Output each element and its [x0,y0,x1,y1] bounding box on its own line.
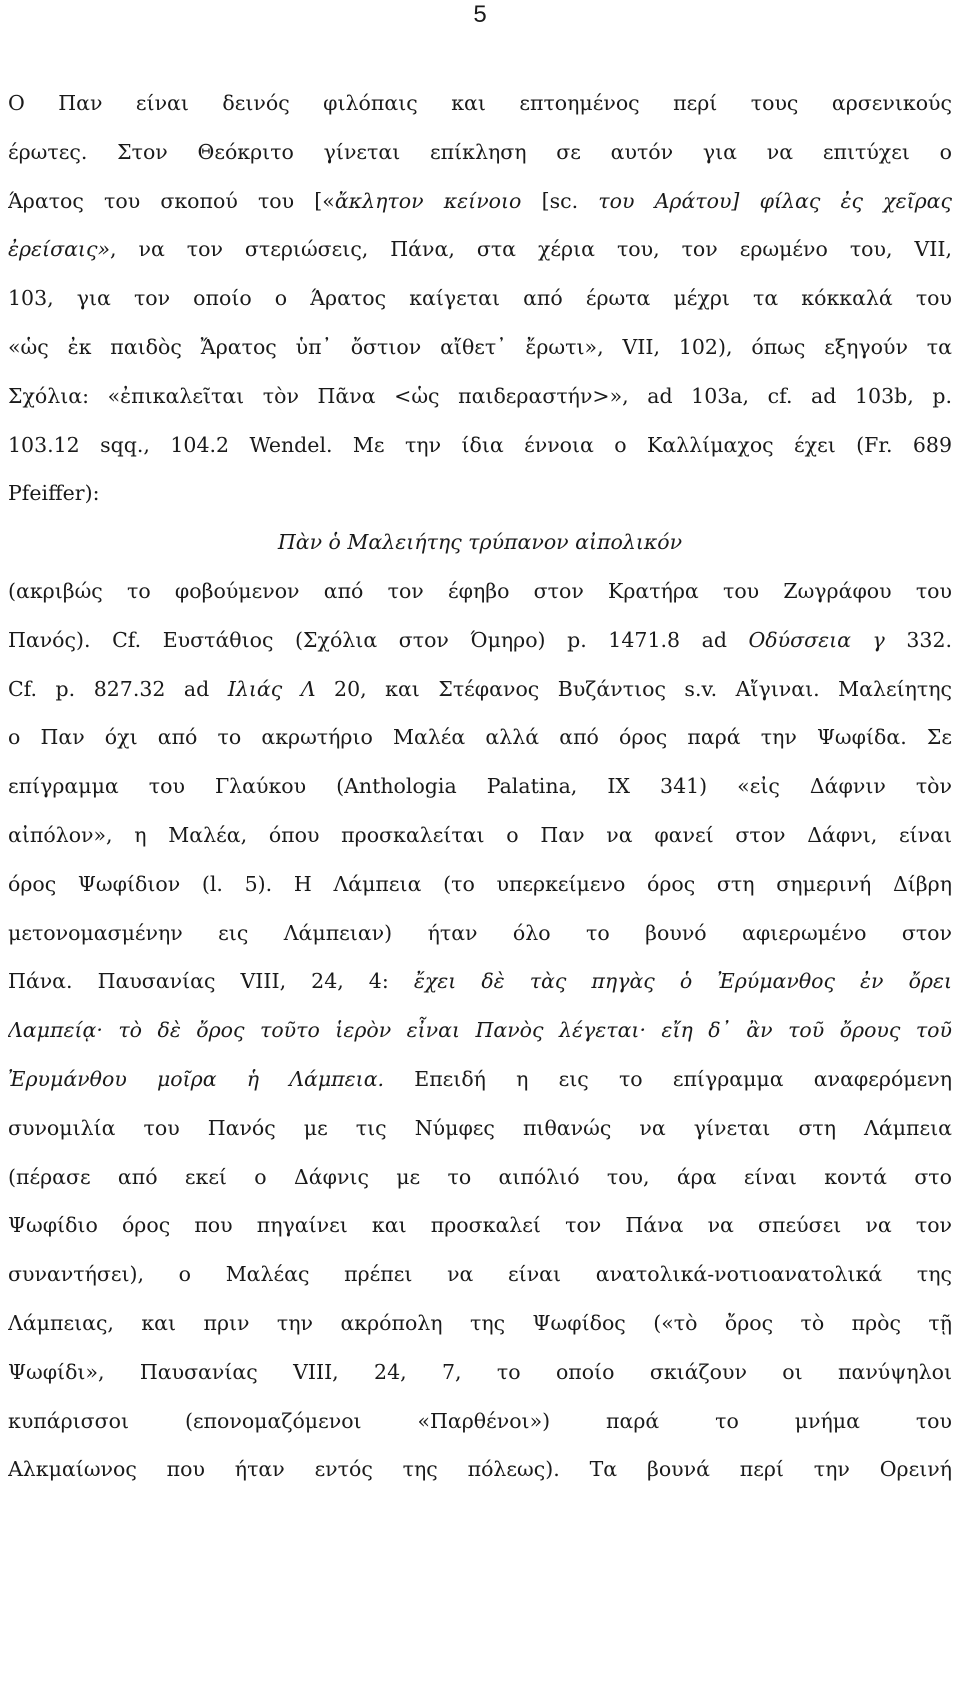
text-line-22: συνομιλία του Πανός με τις Νύμφες πιθανώς να γίνεται στη Λάμπεια [8,1115,952,1140]
text-line-11: (ακριβώς το φοβούμενον από τον έφηβο στον Κρατήρα του Ζωγράφου του [8,578,952,603]
text-segment: [sc. [521,188,599,213]
text-segment: Πάνα. Παυσανίας VIII, 24, 4: [8,969,414,994]
text-line-26: Λάμπειας, και πριν την ακρόπολη της Ψωφίδος («τὸ ὄρος τὸ πρὸς τῇ [8,1310,952,1335]
text-line-16: αἰπόλον», η Μαλέα, όπου προσκαλείται ο Παν να φανεί στον Δάφνι, είναι [8,822,952,847]
italic-quotation: Ιλιάς Λ [227,676,316,701]
text-line-17: όρος Ψωφίδιον (l. 5). Η Λάμπεια (το υπερκείμενο όρος στη σημερινή Δίβρη [8,871,952,896]
body-text [8,79,952,1494]
text-segment: Πανός). Cf. Ευστάθιος (Σχόλια στον Όμηρο) p. 1471.8 ad [8,627,749,652]
text-line-20 [8,1006,952,1055]
text-line-13 [8,665,952,714]
text-line-3 [8,177,952,226]
text-segment: Cf. p. 827.32 ad [8,676,228,701]
text-segment: Άρατος του σκοπού του [« [8,188,335,213]
text-segment: 332. [884,627,952,652]
text-segment: Επειδή η εις το επίγραμμα αναφερόμενη [384,1066,952,1091]
text-line-29: Αλκμαίωνος που ήταν εντός της πόλεως). Τα βουνά περί την Ορεινή [8,1457,952,1482]
text-line-9: Pfeiffer): [8,481,100,506]
text-line-12 [8,616,952,665]
text-line-28: κυπάρισσοι (επονομαζόμενοι «Παρθένοι») παρά το μνήμα του [8,1408,952,1433]
italic-quotation: Λαμπείᾳ· τὸ δὲ ὄρος τοῦτο ἱερὸν εἶναι Πανὸς λέγεται· εἴη δ᾽ ἂν τοῦ ὄρους τοῦ [8,1018,952,1043]
italic-quotation: Πὰν ὁ Μαλειήτης τρύπανον αἰπολικόν [277,530,683,555]
text-segment: , να τον στεριώσεις, Πάνα, στα χέρια του, τον ερωμένο του, VII, [110,237,952,262]
page-number: 5 [473,1,487,28]
text-line-8: 103.12 sqq., 104.2 Wendel. Με την ίδια έννοια ο Καλλίμαχος έχει (Fr. 689 [8,432,952,457]
text-line-21 [8,1055,952,1104]
italic-quotation: Οδύσσεια γ [748,627,885,652]
text-line-7: Σχόλια: «ἐπικαλεῖται τὸν Πᾶνα <ὡς παιδεραστήν>», ad 103a, cf. ad 103b, p. [8,383,952,408]
text-line-2: έρωτες. Στον Θεόκριτο γίνεται επίκληση σε αυτόν για να επιτύχει ο [8,139,952,164]
text-line-14: ο Παν όχι από το ακρωτήριο Μαλέα αλλά από όρος παρά την Ψωφίδα. Σε [8,725,952,750]
text-line-24: Ψωφίδιο όρος που πηγαίνει και προσκαλεί τον Πάνα να σπεύσει να τον [8,1213,952,1238]
text-segment: 20, και Στέφανος Βυζάντιος s.v. Αἴγιναι. Μαλείητης [315,676,952,701]
italic-quotation: του Αράτου] φίλας ἐς χεῖρας [598,188,952,213]
text-line-23: (πέρασε από εκεί ο Δάφνις με το αιπόλιό του, άρα είναι κοντά στο [8,1164,952,1189]
text-line-19 [8,957,952,1006]
italic-quotation: ἄκλητον κείνοιο [334,188,522,213]
text-line-15: επίγραμμα του Γλαύκου (Anthologia Palatina, IX 341) «εἰς Δάφνιν τὸν [8,774,952,799]
text-line-5: 103, για τον οποίο ο Άρατος καίγεται από έρωτα μέχρι τα κόκκαλά του [8,286,952,311]
text-line-18: μετονομασμένην εις Λάμπειαν) ήταν όλο το βουνό αφιερωμένο στον [8,920,952,945]
italic-quotation: ἔχει δὲ τὰς πηγὰς ὁ Ἐρύμανθος ἐν ὄρει [413,969,952,994]
text-line-27: Ψωφίδι», Παυσανίας VIII, 24, 7, το οποίο σκιάζουν οι πανύψηλοι [8,1359,952,1384]
text-line-4 [8,225,952,274]
text-line-1: Ο Παν είναι δεινός φιλόπαις και επτοημένος περί τους αρσενικούς [8,91,952,115]
text-line-10 [8,518,952,567]
italic-quotation: ἐρείσαις» [8,237,110,262]
text-line-25: συναντήσει), ο Μαλέας πρέπει να είναι ανατολικά-νοτιοανατολικά της [8,1262,952,1287]
text-line-6: «ὡς ἐκ παιδὸς Ἄρατος ὑπ᾽ ὄστιον αἴθετ᾽ ἔρωτι», VII, 102), όπως εξηγούν τα [8,334,952,359]
italic-quotation: Ἐρυμάνθου μοῖρα ἡ Λάμπεια. [8,1066,385,1091]
